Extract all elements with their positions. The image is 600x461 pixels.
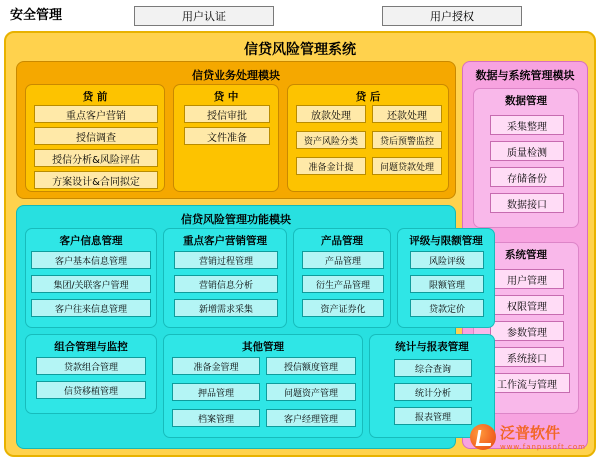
- company-logo: [470, 422, 586, 451]
- item-problem-asset-management[interactable]: 问题资产管理: [266, 383, 356, 401]
- item-customer-transaction-info[interactable]: 客户往来信息管理: [31, 299, 151, 317]
- user-authorization-button[interactable]: 用户授权: [382, 6, 522, 26]
- pre-loan-group: [25, 84, 165, 192]
- top-bar: [4, 3, 596, 29]
- item-post-loan-warning[interactable]: 贷后预警监控: [372, 131, 442, 149]
- item-collection-organize[interactable]: 采集整理: [490, 115, 564, 135]
- key-customer-marketing-group: [163, 228, 287, 328]
- rating-limit-title: 评级与限额管理: [409, 235, 483, 247]
- item-quality-detection[interactable]: 质量检测: [490, 141, 564, 161]
- item-credit-analysis-risk[interactable]: 授信分析&风险评估: [34, 149, 158, 167]
- item-customer-basic-info[interactable]: 客户基本信息管理: [31, 251, 151, 269]
- item-storage-backup[interactable]: 存储备份: [490, 167, 564, 187]
- key-customer-marketing-title: 重点客户营销管理: [183, 235, 267, 247]
- item-credit-transfer[interactable]: 信贷移植管理: [36, 381, 146, 399]
- item-marketing-info-analysis[interactable]: 营销信息分析: [174, 275, 278, 293]
- in-loan-title: 贷 中: [213, 91, 239, 103]
- item-problem-loan-handling[interactable]: 问题贷款处理: [372, 157, 442, 175]
- item-new-demand-collection[interactable]: 新增需求采集: [174, 299, 278, 317]
- item-document-preparation[interactable]: 文件准备: [184, 127, 270, 145]
- system-title: 信贷风险管理系统: [244, 42, 356, 58]
- post-loan-title: 贷 后: [355, 91, 381, 103]
- page-title: 安全管理: [10, 8, 63, 23]
- other-management-group: [163, 334, 363, 438]
- item-credit-investigation[interactable]: 授信调查: [34, 127, 158, 145]
- item-risk-rating[interactable]: 风险评级: [410, 251, 484, 269]
- item-comprehensive-query[interactable]: 综合查询: [394, 359, 472, 377]
- item-asset-securitization[interactable]: 资产证券化: [302, 299, 384, 317]
- data-management-group: [473, 88, 579, 228]
- item-marketing-process[interactable]: 营销过程管理: [174, 251, 278, 269]
- logo-name: 泛普软件: [499, 424, 560, 442]
- business-module-title: 信贷业务处理模块: [192, 69, 280, 82]
- customer-info-title: 客户信息管理: [59, 235, 123, 247]
- other-management-title: 其他管理: [242, 341, 284, 353]
- post-loan-group: [287, 84, 449, 192]
- item-provision-management[interactable]: 准备金管理: [172, 357, 260, 375]
- portfolio-management-group: [25, 334, 157, 414]
- portfolio-management-title: 组合管理与监控: [54, 341, 128, 353]
- item-limit-management[interactable]: 限额管理: [410, 275, 484, 293]
- pre-loan-title: 贷 前: [82, 91, 108, 103]
- item-collateral-management[interactable]: 押品管理: [172, 383, 260, 401]
- function-module-panel: [16, 205, 483, 449]
- item-system-interface[interactable]: 系统接口: [490, 347, 564, 367]
- system-management-title: 系统管理: [505, 249, 547, 261]
- business-module-panel: [16, 61, 456, 199]
- item-credit-limit-management[interactable]: 授信额度管理: [266, 357, 356, 375]
- item-key-customer-marketing[interactable]: 重点客户营销: [34, 105, 158, 123]
- system-frame: [4, 31, 596, 457]
- item-derivative-product[interactable]: 衍生产品管理: [302, 275, 384, 293]
- product-management-title: 产品管理: [321, 235, 363, 247]
- item-disbursement[interactable]: 放款处理: [296, 105, 366, 123]
- item-provision-accrual[interactable]: 准备金计提: [296, 157, 366, 175]
- item-report-management[interactable]: 报表管理: [394, 407, 472, 425]
- item-parameter-management[interactable]: 参数管理: [490, 321, 564, 341]
- item-archive-management[interactable]: 档案管理: [172, 409, 260, 427]
- item-group-related-customer[interactable]: 集团/关联客户管理: [31, 275, 151, 293]
- item-statistical-analysis[interactable]: 统计分析: [394, 383, 472, 401]
- item-credit-approval[interactable]: 授信审批: [184, 105, 270, 123]
- in-loan-group: [173, 84, 279, 192]
- item-asset-risk-classification[interactable]: 资产风险分类: [296, 131, 366, 149]
- item-repayment[interactable]: 还款处理: [372, 105, 442, 123]
- item-account-manager-management[interactable]: 客户经理管理: [266, 409, 356, 427]
- logo-mark-icon: [470, 424, 496, 450]
- customer-info-group: [25, 228, 157, 328]
- item-permission-management[interactable]: 权限管理: [490, 295, 564, 315]
- user-authentication-button[interactable]: 用户认证: [134, 6, 274, 26]
- logo-website: www.fanpusoft.com: [499, 443, 586, 451]
- item-data-interface[interactable]: 数据接口: [490, 193, 564, 213]
- statistics-report-title: 统计与报表管理: [395, 341, 469, 353]
- data-system-module-title: 数据与系统管理模块: [475, 69, 575, 82]
- product-management-group: [293, 228, 391, 328]
- item-loan-pricing[interactable]: 贷款定价: [410, 299, 484, 317]
- data-management-title: 数据管理: [505, 95, 547, 107]
- item-loan-portfolio[interactable]: 贷款组合管理: [36, 357, 146, 375]
- item-product-mgmt[interactable]: 产品管理: [302, 251, 384, 269]
- item-scheme-contract[interactable]: 方案设计&合同拟定: [34, 171, 158, 189]
- item-user-management[interactable]: 用户管理: [490, 269, 564, 289]
- item-workflow-management[interactable]: 工作流与管理: [484, 373, 570, 393]
- function-module-title: 信贷风险管理功能模块: [181, 213, 291, 226]
- rating-limit-group: [397, 228, 495, 328]
